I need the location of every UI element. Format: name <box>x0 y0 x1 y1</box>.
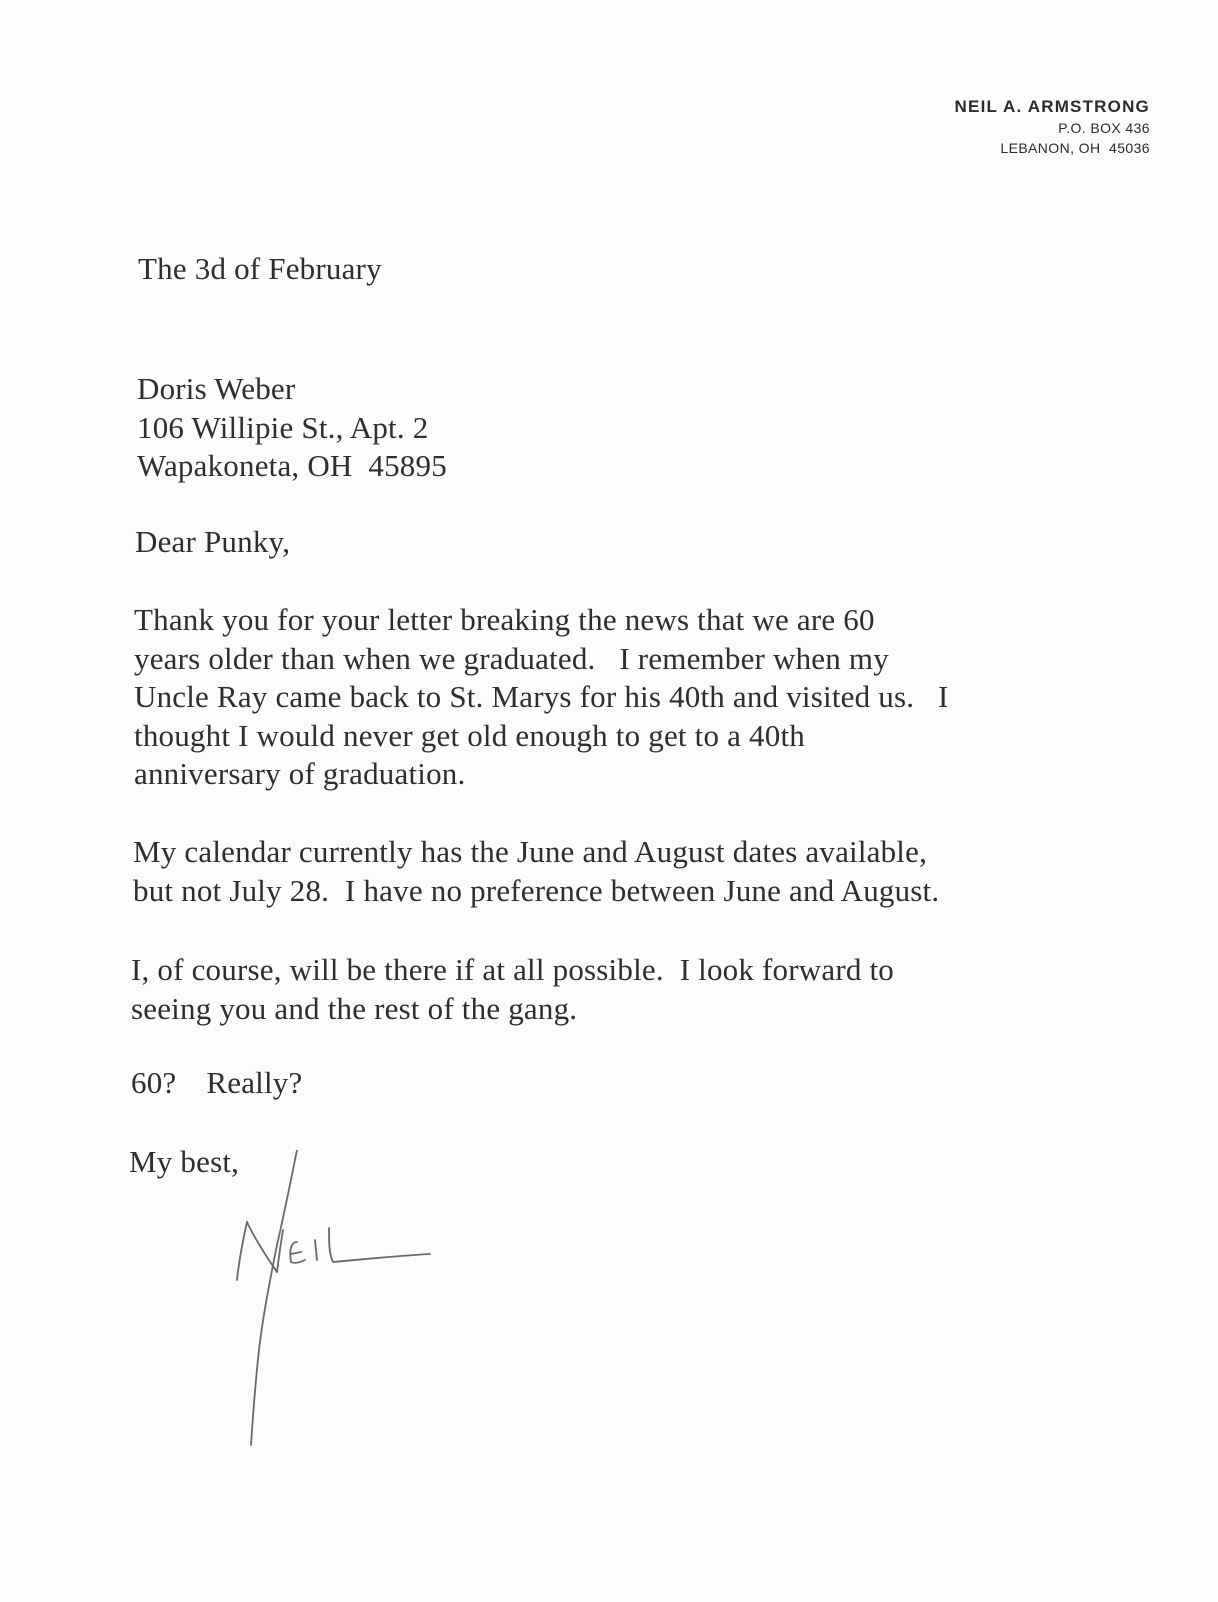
recipient-street: 106 Willipie St., Apt. 2 <box>137 409 429 445</box>
paragraph-line: Thank you for your letter breaking the news that we are 60 <box>134 602 875 637</box>
handwritten-signature <box>225 1150 455 1450</box>
letter-date: The 3d of February <box>138 251 382 286</box>
paragraph-2 <box>133 833 1123 910</box>
paragraph-line: Uncle Ray came back to St. Marys for his 40th and visited us. I <box>134 679 949 714</box>
paragraph-line: My calendar currently has the June and August dates available, <box>133 834 928 869</box>
closing: My best, <box>129 1144 240 1179</box>
postscript-number: 60? <box>131 1065 177 1100</box>
postscript <box>131 1064 302 1103</box>
recipient-city: Wapakoneta, OH 45895 <box>137 448 447 483</box>
paragraph-line: but not July 28. I have no preference between June and August. <box>133 872 940 908</box>
recipient-name: Doris Weber <box>137 371 296 406</box>
paragraph-line: anniversary of graduation. <box>134 756 466 791</box>
paragraph-1 <box>134 601 1094 794</box>
paragraph-line: years older than when we graduated. I remember when my <box>134 640 889 676</box>
letterhead <box>955 96 1150 158</box>
letterhead-name: NEIL A. ARMSTRONG <box>954 97 1150 116</box>
paragraph-line: seeing you and the rest of the gang. <box>131 990 578 1026</box>
letterhead-city: LEBANON, OH 45036 <box>1000 140 1150 156</box>
recipient-address <box>137 370 447 486</box>
paragraph-line: I, of course, will be there if at all possible. I look forward to <box>131 952 895 987</box>
postscript-really: Really? <box>206 1065 303 1100</box>
salutation: Dear Punky, <box>135 524 291 559</box>
paragraph-3 <box>131 951 1091 1028</box>
letterhead-po-box: P.O. BOX 436 <box>1058 120 1150 136</box>
paragraph-line: thought I would never get old enough to get to a 40th <box>134 717 805 753</box>
